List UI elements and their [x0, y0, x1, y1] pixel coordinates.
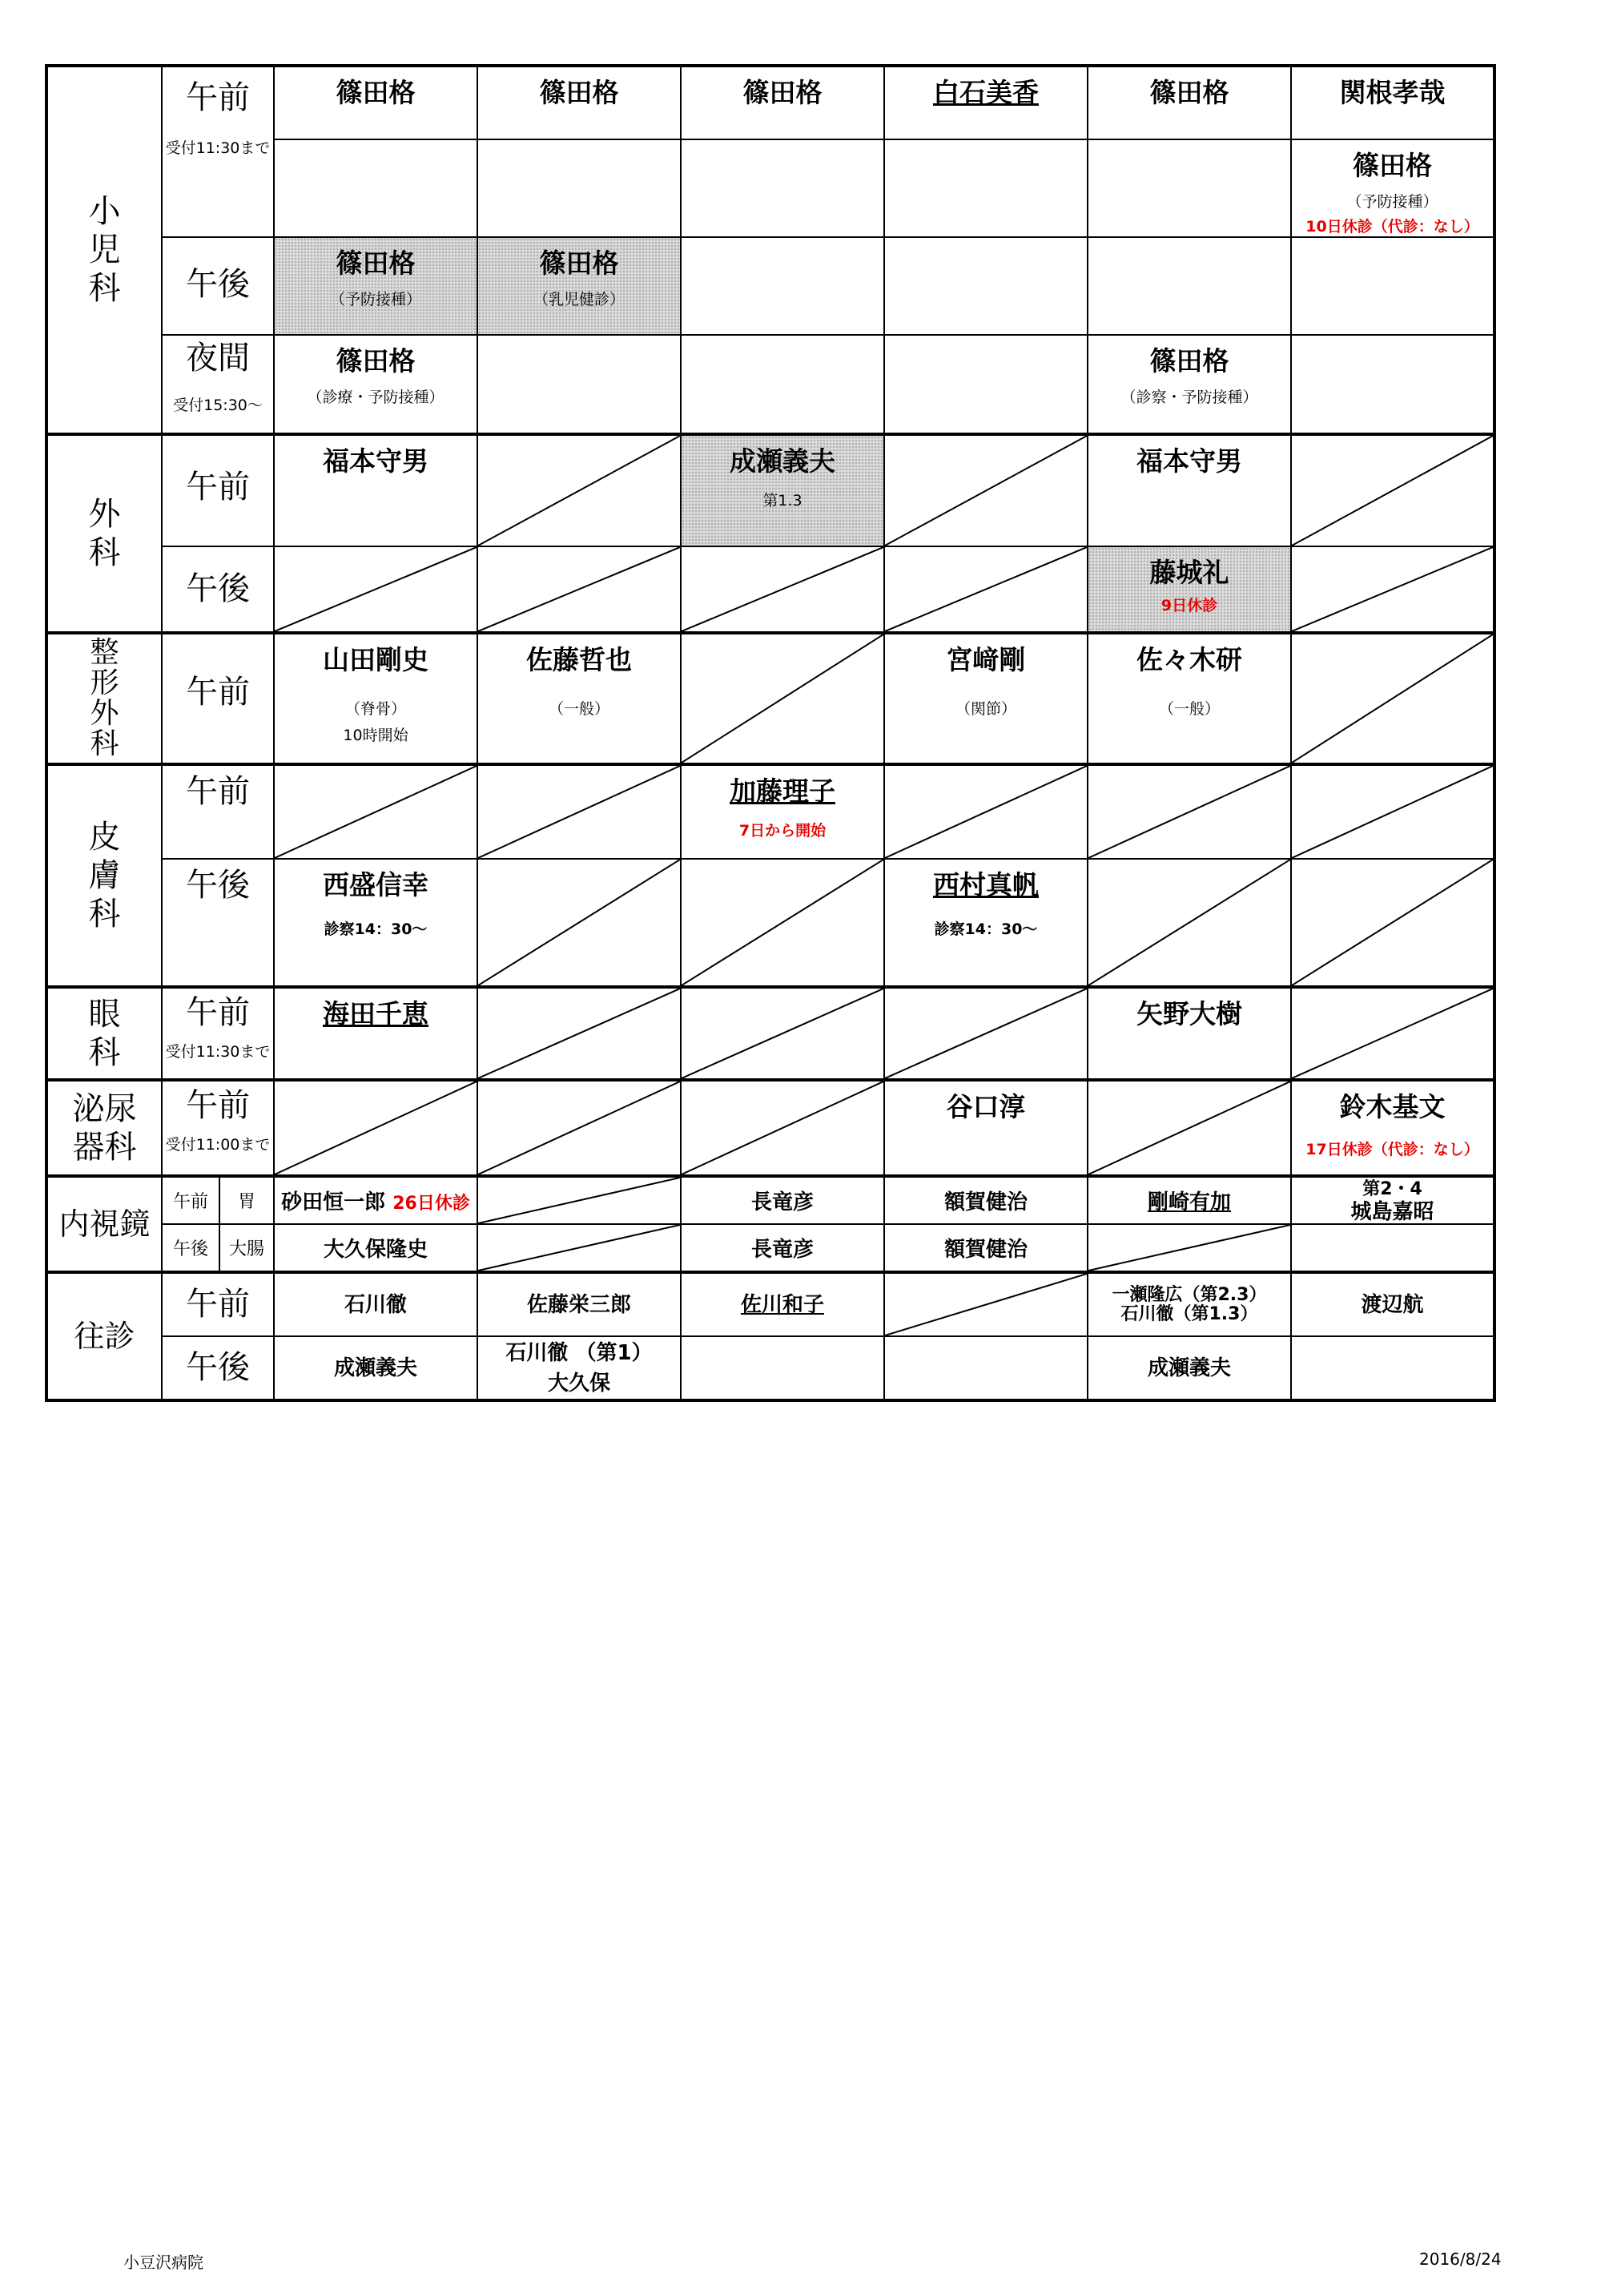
endo-am-mon: 砂田恒一郎 26日休診 — [274, 1176, 477, 1224]
surg-pm-wed — [681, 546, 884, 633]
dept-endoscopy: 内視鏡 — [46, 1176, 162, 1272]
ortho-fri: 佐々木研 （一般） — [1088, 633, 1291, 764]
slash-line — [682, 989, 883, 1078]
session-am: 午前 受付11:30まで — [162, 987, 274, 1080]
no-clinic-slash — [885, 766, 1087, 858]
slash-line — [1292, 766, 1493, 858]
uro-tue — [477, 1080, 681, 1176]
ped-am2-mon — [274, 139, 477, 237]
slash-line — [275, 1082, 477, 1174]
no-clinic-slash — [1088, 860, 1290, 985]
ped-am-wed: 篠田格 — [681, 66, 884, 139]
ortho-sat — [1291, 633, 1494, 764]
surg-pm-tue — [477, 546, 681, 633]
no-clinic-slash — [682, 989, 883, 1078]
eye-wed — [681, 987, 884, 1080]
no-clinic-slash — [885, 989, 1087, 1078]
no-clinic-slash — [478, 547, 680, 631]
slash-line — [682, 1082, 883, 1174]
endo-am-thu: 額賀健治 — [884, 1176, 1088, 1224]
derm-pm-fri — [1088, 859, 1291, 987]
slash-line — [885, 547, 1087, 631]
no-clinic-slash — [682, 547, 883, 631]
ped-am-fri: 篠田格 — [1088, 66, 1291, 139]
no-clinic-slash — [1088, 766, 1290, 858]
ped-night-mon: 篠田格 （診療・予防接種） — [274, 335, 477, 434]
endo-am-sat: 第2・4 城島嘉昭 — [1291, 1176, 1494, 1224]
slash-line — [478, 1225, 680, 1271]
surg-am-wed: 成瀬義夫 第1.3 — [681, 434, 884, 546]
endo-am-wed: 長竜彦 — [681, 1176, 884, 1224]
visit-am-thu — [884, 1272, 1088, 1336]
session-am: 午前 — [162, 434, 274, 546]
eye-fri: 矢野大樹 — [1088, 987, 1291, 1080]
ped-pm-thu — [884, 237, 1088, 335]
visit-am-tue: 佐藤栄三郎 — [477, 1272, 681, 1336]
session-am: 午前 — [162, 1272, 274, 1336]
dept-home-visit: 往診 — [46, 1272, 162, 1400]
eye-tue — [477, 987, 681, 1080]
slash-line — [478, 1082, 680, 1174]
derm-pm-mon: 西盛信幸 診察14：30～ — [274, 859, 477, 987]
session-pm: 午後 — [162, 859, 274, 987]
endo-type-pm: 大腸 — [219, 1224, 274, 1272]
slash-line — [478, 1178, 680, 1223]
ortho-mon: 山田剛史 （脊骨） 10時開始 — [274, 633, 477, 764]
schedule-table — [45, 64, 1496, 1402]
endo-pm-sat — [1291, 1224, 1494, 1272]
slash-line — [275, 547, 477, 631]
session-pm: 午後 — [162, 237, 274, 335]
endo-am-fri: 剛崎有加 — [1088, 1176, 1291, 1224]
slash-line — [275, 766, 477, 858]
slash-line — [1292, 547, 1493, 631]
ped-am-mon: 篠田格 — [274, 66, 477, 139]
visit-am-wed: 佐川和子 — [681, 1272, 884, 1336]
surg-pm-fri: 藤城礼 9日休診 — [1088, 546, 1291, 633]
ped-pm-wed — [681, 237, 884, 335]
derm-am-fri — [1088, 764, 1291, 859]
visit-pm-sat — [1291, 1336, 1494, 1400]
slash-line — [682, 547, 883, 631]
no-clinic-slash — [1292, 547, 1493, 631]
dept-orthopedics: 整 形 外 科 — [46, 633, 162, 764]
slash-line — [1292, 860, 1493, 985]
no-clinic-slash — [682, 860, 883, 985]
slash-line — [1292, 436, 1493, 546]
slash-line — [478, 436, 680, 546]
ped-night-thu — [884, 335, 1088, 434]
slash-line — [885, 989, 1087, 1078]
no-clinic-slash — [478, 436, 680, 546]
ortho-wed — [681, 633, 884, 764]
endo-pm-tue — [477, 1224, 681, 1272]
surg-am-mon: 福本守男 — [274, 434, 477, 546]
session-am: 午前 受付11:30まで — [162, 66, 274, 237]
slash-line — [1292, 634, 1493, 763]
eye-sat — [1291, 987, 1494, 1080]
ped-am2-sat: 篠田格 （予防接種） 10日休診（代診：なし） — [1291, 139, 1494, 237]
surg-pm-mon — [274, 546, 477, 633]
surg-pm-thu — [884, 546, 1088, 633]
ped-pm-sat — [1291, 237, 1494, 335]
no-clinic-slash — [1088, 1225, 1290, 1271]
derm-pm-wed — [681, 859, 884, 987]
print-date: 2016/8/24 — [1419, 2250, 1502, 2269]
no-clinic-slash — [478, 860, 680, 985]
ped-am-thu: 白石美香 — [884, 66, 1088, 139]
endo-pm-fri — [1088, 1224, 1291, 1272]
surg-am-tue — [477, 434, 681, 546]
dept-ophthalmology: 眼 科 — [46, 987, 162, 1080]
no-clinic-slash — [275, 766, 477, 858]
visit-pm-mon: 成瀬義夫 — [274, 1336, 477, 1400]
endo-type-am: 胃 — [219, 1176, 274, 1224]
ped-pm-fri — [1088, 237, 1291, 335]
no-clinic-slash — [478, 989, 680, 1078]
derm-am-mon — [274, 764, 477, 859]
endo-session-pm: 午後 — [162, 1224, 219, 1272]
derm-am-sat — [1291, 764, 1494, 859]
derm-pm-thu: 西村真帆 診察14：30～ — [884, 859, 1088, 987]
slash-line — [885, 1274, 1087, 1335]
slash-line — [478, 547, 680, 631]
no-clinic-slash — [885, 436, 1087, 546]
no-clinic-slash — [1292, 989, 1493, 1078]
no-clinic-slash — [1088, 1082, 1290, 1174]
no-clinic-slash — [682, 1082, 883, 1174]
slash-line — [885, 766, 1087, 858]
ped-night-fri: 篠田格 （診察・予防接種） — [1088, 335, 1291, 434]
slash-line — [478, 860, 680, 985]
uro-thu: 谷口淳 — [884, 1080, 1088, 1176]
no-clinic-slash — [275, 1082, 477, 1174]
endo-pm-thu: 額賀健治 — [884, 1224, 1088, 1272]
dept-surgery: 外 科 — [46, 434, 162, 633]
surg-am-thu — [884, 434, 1088, 546]
slash-line — [885, 436, 1087, 546]
no-clinic-slash — [478, 1082, 680, 1174]
ped-am2-thu — [884, 139, 1088, 237]
ped-pm-mon: 篠田格 （予防接種） — [274, 237, 477, 335]
endo-pm-mon: 大久保隆史 — [274, 1224, 477, 1272]
derm-am-wed: 加藤理子 7日から開始 — [681, 764, 884, 859]
session-pm: 午後 — [162, 1336, 274, 1400]
ped-night-sat — [1291, 335, 1494, 434]
endo-session-am: 午前 — [162, 1176, 219, 1224]
no-clinic-slash — [478, 1225, 680, 1271]
no-clinic-slash — [885, 1274, 1087, 1335]
slash-line — [1292, 989, 1493, 1078]
slash-line — [682, 860, 883, 985]
no-clinic-slash — [682, 634, 883, 763]
session-am: 午前 — [162, 633, 274, 764]
surg-am-fri: 福本守男 — [1088, 434, 1291, 546]
dept-pediatrics: 小 児 科 — [46, 66, 162, 434]
uro-wed — [681, 1080, 884, 1176]
eye-mon: 海田千恵 — [274, 987, 477, 1080]
visit-pm-thu — [884, 1336, 1088, 1400]
session-am: 午前 — [162, 764, 274, 859]
visit-am-sat: 渡辺航 — [1291, 1272, 1494, 1336]
uro-mon — [274, 1080, 477, 1176]
no-clinic-slash — [275, 547, 477, 631]
no-clinic-slash — [1292, 860, 1493, 985]
endo-pm-wed: 長竜彦 — [681, 1224, 884, 1272]
ped-am2-tue — [477, 139, 681, 237]
ortho-tue: 佐藤哲也 （一般） — [477, 633, 681, 764]
no-clinic-slash — [478, 1178, 680, 1223]
ortho-thu: 宮﨑剛 （関節） — [884, 633, 1088, 764]
uro-sat: 鈴木基文 17日休診（代診：なし） — [1291, 1080, 1494, 1176]
slash-line — [1088, 766, 1290, 858]
no-clinic-slash — [885, 547, 1087, 631]
derm-am-thu — [884, 764, 1088, 859]
derm-pm-tue — [477, 859, 681, 987]
ped-night-tue — [477, 335, 681, 434]
session-pm: 午後 — [162, 546, 274, 633]
ped-am2-fri — [1088, 139, 1291, 237]
slash-line — [1088, 1082, 1290, 1174]
uro-fri — [1088, 1080, 1291, 1176]
derm-pm-sat — [1291, 859, 1494, 987]
surg-am-sat — [1291, 434, 1494, 546]
session-night: 夜間 受付15:30～ — [162, 335, 274, 434]
no-clinic-slash — [1292, 634, 1493, 763]
ped-am2-wed — [681, 139, 884, 237]
endo-am-tue — [477, 1176, 681, 1224]
slash-line — [1088, 860, 1290, 985]
slash-line — [478, 766, 680, 858]
visit-am-fri: 一瀬隆広（第2.3） 石川徹（第1.3） — [1088, 1272, 1291, 1336]
no-clinic-slash — [1292, 766, 1493, 858]
no-clinic-slash — [1292, 436, 1493, 546]
ped-am-sat: 関根孝哉 — [1291, 66, 1494, 139]
ped-am-tue: 篠田格 — [477, 66, 681, 139]
visit-pm-tue: 石川徹 （第1） 大久保 — [477, 1336, 681, 1400]
visit-am-mon: 石川徹 — [274, 1272, 477, 1336]
surg-pm-sat — [1291, 546, 1494, 633]
no-clinic-slash — [478, 766, 680, 858]
eye-thu — [884, 987, 1088, 1080]
slash-line — [478, 989, 680, 1078]
dept-urology: 泌尿 器科 — [46, 1080, 162, 1176]
dept-dermatology: 皮 膚 科 — [46, 764, 162, 987]
hospital-name: 小豆沢病院 — [123, 2253, 203, 2272]
visit-pm-fri: 成瀬義夫 — [1088, 1336, 1291, 1400]
visit-pm-wed — [681, 1336, 884, 1400]
slash-line — [682, 634, 883, 763]
slash-line — [1088, 1225, 1290, 1271]
derm-am-tue — [477, 764, 681, 859]
ped-pm-tue: 篠田格 （乳児健診） — [477, 237, 681, 335]
ped-night-wed — [681, 335, 884, 434]
session-am: 午前 受付11:00まで — [162, 1080, 274, 1176]
